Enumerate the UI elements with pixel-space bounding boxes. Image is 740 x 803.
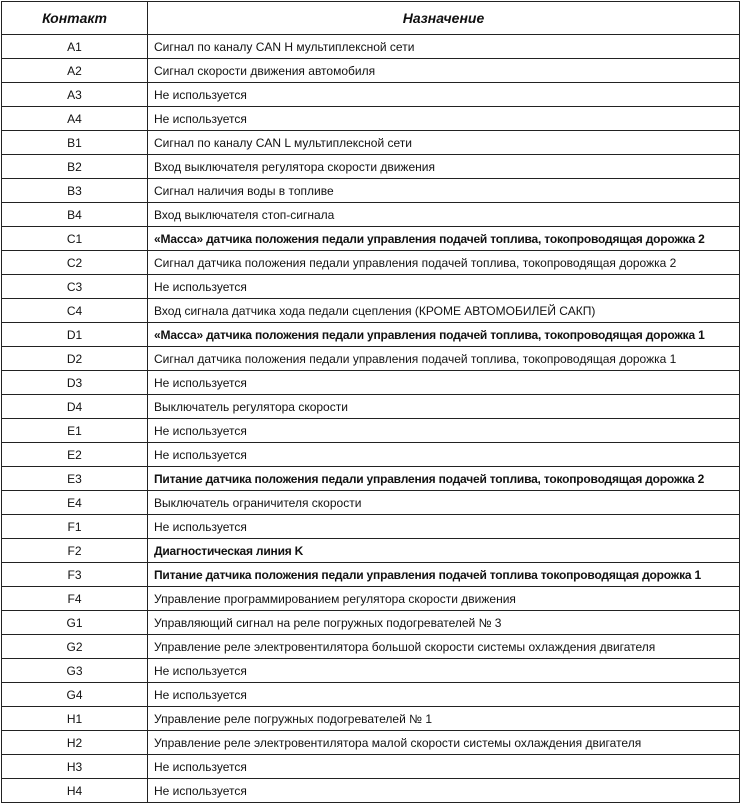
contact-cell: A2 bbox=[2, 59, 148, 83]
purpose-cell: «Масса» датчика положения педали управления подачей топлива, токопроводящая дорожка 2 bbox=[148, 227, 740, 251]
contact-cell: C1 bbox=[2, 227, 148, 251]
contact-cell: F3 bbox=[2, 563, 148, 587]
purpose-cell: Сигнал скорости движения автомобиля bbox=[148, 59, 740, 83]
table-row bbox=[2, 611, 740, 635]
contact-cell: E2 bbox=[2, 443, 148, 467]
table-row bbox=[2, 83, 740, 107]
table-row bbox=[2, 107, 740, 131]
purpose-cell: Сигнал датчика положения педали управления подачей топлива, токопроводящая дорожка 2 bbox=[148, 251, 740, 275]
purpose-cell: Не используется bbox=[148, 371, 740, 395]
purpose-cell: Не используется bbox=[148, 275, 740, 299]
table-row bbox=[2, 59, 740, 83]
contact-cell: H1 bbox=[2, 707, 148, 731]
table-row bbox=[2, 131, 740, 155]
purpose-cell: Сигнал наличия воды в топливе bbox=[148, 179, 740, 203]
contact-cell: E1 bbox=[2, 419, 148, 443]
contact-cell: D4 bbox=[2, 395, 148, 419]
table-row bbox=[2, 323, 740, 347]
table-row bbox=[2, 395, 740, 419]
table-row bbox=[2, 371, 740, 395]
contact-cell: F1 bbox=[2, 515, 148, 539]
contact-cell: A1 bbox=[2, 35, 148, 59]
contact-cell: B1 bbox=[2, 131, 148, 155]
contact-cell: G3 bbox=[2, 659, 148, 683]
contact-cell: E4 bbox=[2, 491, 148, 515]
purpose-cell: Питание датчика положения педали управления подачей топлива токопроводящая дорожка 1 bbox=[148, 563, 740, 587]
purpose-cell: Управляющий сигнал на реле погружных подогревателей № 3 bbox=[148, 611, 740, 635]
contact-cell: B3 bbox=[2, 179, 148, 203]
pinout-table bbox=[1, 1, 740, 803]
contact-cell: G4 bbox=[2, 683, 148, 707]
purpose-cell: «Масса» датчика положения педали управления подачей топлива, токопроводящая дорожка 1 bbox=[148, 323, 740, 347]
contact-cell: F4 bbox=[2, 587, 148, 611]
table-row bbox=[2, 755, 740, 779]
contact-cell: H4 bbox=[2, 779, 148, 803]
table-header-row bbox=[2, 2, 740, 35]
contact-cell: D1 bbox=[2, 323, 148, 347]
table-row bbox=[2, 347, 740, 371]
purpose-cell: Не используется bbox=[148, 779, 740, 803]
purpose-cell: Диагностическая линия K bbox=[148, 539, 740, 563]
purpose-cell: Не используется bbox=[148, 107, 740, 131]
purpose-cell: Не используется bbox=[148, 659, 740, 683]
table-row bbox=[2, 467, 740, 491]
purpose-cell: Сигнал по каналу CAN L мультиплексной сети bbox=[148, 131, 740, 155]
table-row bbox=[2, 659, 740, 683]
contact-cell: C3 bbox=[2, 275, 148, 299]
column-header-purpose: Назначение bbox=[148, 2, 740, 35]
table-row bbox=[2, 203, 740, 227]
table-row bbox=[2, 443, 740, 467]
contact-cell: E3 bbox=[2, 467, 148, 491]
purpose-cell: Не используется bbox=[148, 83, 740, 107]
contact-cell: B4 bbox=[2, 203, 148, 227]
purpose-cell: Выключатель ограничителя скорости bbox=[148, 491, 740, 515]
table-row bbox=[2, 419, 740, 443]
purpose-cell: Не используется bbox=[148, 419, 740, 443]
purpose-cell: Управление реле электровентилятора большой скорости системы охлаждения двигателя bbox=[148, 635, 740, 659]
table-row bbox=[2, 683, 740, 707]
purpose-cell: Не используется bbox=[148, 755, 740, 779]
purpose-cell: Питание датчика положения педали управления подачей топлива, токопроводящая дорожка 2 bbox=[148, 467, 740, 491]
table-row bbox=[2, 251, 740, 275]
contact-cell: A4 bbox=[2, 107, 148, 131]
purpose-cell: Сигнал датчика положения педали управления подачей топлива, токопроводящая дорожка 1 bbox=[148, 347, 740, 371]
table-row bbox=[2, 563, 740, 587]
contact-cell: B2 bbox=[2, 155, 148, 179]
table-row bbox=[2, 227, 740, 251]
table-row bbox=[2, 179, 740, 203]
purpose-cell: Не используется bbox=[148, 683, 740, 707]
contact-cell: A3 bbox=[2, 83, 148, 107]
contact-cell: H3 bbox=[2, 755, 148, 779]
table-row bbox=[2, 155, 740, 179]
purpose-cell: Управление программированием регулятора скорости движения bbox=[148, 587, 740, 611]
purpose-cell: Выключатель регулятора скорости bbox=[148, 395, 740, 419]
column-header-contact: Контакт bbox=[2, 2, 148, 35]
contact-cell: D3 bbox=[2, 371, 148, 395]
table-row bbox=[2, 491, 740, 515]
table-row bbox=[2, 515, 740, 539]
table-row bbox=[2, 299, 740, 323]
table-row bbox=[2, 587, 740, 611]
purpose-cell: Управление реле погружных подогревателей № 1 bbox=[148, 707, 740, 731]
contact-cell: H2 bbox=[2, 731, 148, 755]
table-row bbox=[2, 275, 740, 299]
contact-cell: D2 bbox=[2, 347, 148, 371]
contact-cell: G2 bbox=[2, 635, 148, 659]
contact-cell: F2 bbox=[2, 539, 148, 563]
contact-cell: C2 bbox=[2, 251, 148, 275]
purpose-cell: Вход сигнала датчика хода педали сцепления (КРОМЕ АВТОМОБИЛЕЙ САКП) bbox=[148, 299, 740, 323]
purpose-cell: Вход выключателя стоп-сигнала bbox=[148, 203, 740, 227]
table-row bbox=[2, 731, 740, 755]
purpose-cell: Сигнал по каналу CAN H мультиплексной сети bbox=[148, 35, 740, 59]
purpose-cell: Управление реле электровентилятора малой скорости системы охлаждения двигателя bbox=[148, 731, 740, 755]
table-row bbox=[2, 539, 740, 563]
purpose-cell: Не используется bbox=[148, 443, 740, 467]
table-body bbox=[2, 35, 740, 803]
purpose-cell: Вход выключателя регулятора скорости движения bbox=[148, 155, 740, 179]
table-row bbox=[2, 35, 740, 59]
purpose-cell: Не используется bbox=[148, 515, 740, 539]
contact-cell: G1 bbox=[2, 611, 148, 635]
contact-cell: C4 bbox=[2, 299, 148, 323]
table-row bbox=[2, 707, 740, 731]
table-row bbox=[2, 635, 740, 659]
